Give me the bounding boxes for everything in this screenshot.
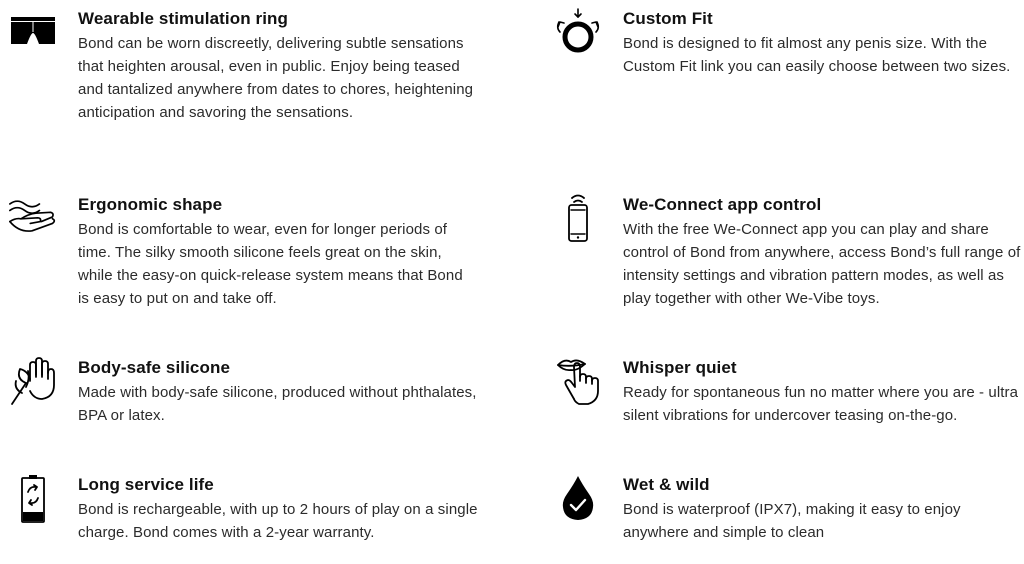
- feature-whisper-quiet: [623, 357, 1023, 427]
- feature-description: Ready for spontaneous fun no matter where you are - ultra silent vibrations for undercover teasing on-the-go.: [623, 384, 1019, 424]
- feature-title: Body-safe silicone: [78, 358, 231, 377]
- battery-recharge-icon: [8, 474, 58, 524]
- feature-description: Made with body-safe silicone, produced without phthalates, BPA or latex.: [78, 384, 477, 424]
- lips-finger-icon: [553, 357, 603, 407]
- feature-description: Bond is designed to fit almost any penis size. With the Custom Fit link you can easily choose between two sizes.: [623, 35, 1011, 75]
- feature-description: Bond is waterproof (IPX7), making it easy to enjoy anywhere and simple to clean: [623, 501, 961, 541]
- feature-wet-and-wild: [623, 474, 1023, 544]
- feature-wearable-ring: [78, 8, 478, 124]
- adjustable-ring-icon: [553, 8, 603, 58]
- feature-title: Whisper quiet: [623, 358, 737, 377]
- feature-description: Bond is rechargeable, with up to 2 hours of play on a single charge. Bond comes with a 2-year warranty.: [78, 501, 478, 541]
- feature-body-safe-silicone: [78, 357, 478, 427]
- feature-title: We-Connect app control: [623, 195, 822, 214]
- water-drop-check-icon: [553, 474, 603, 524]
- hand-wave-icon: [8, 194, 58, 244]
- feature-title: Ergonomic shape: [78, 195, 223, 214]
- feature-description: With the free We-Connect app you can play and share control of Bond from anywhere, access Bond’s full range of intensity settings and vibration pattern modes, as well as play together with other We-Vibe toys.: [623, 221, 1021, 307]
- smartphone-wireless-icon: [553, 194, 603, 244]
- underwear-icon: [8, 8, 58, 58]
- feature-title: Custom Fit: [623, 9, 713, 28]
- feature-ergonomic-shape: [78, 194, 478, 310]
- feature-custom-fit: [623, 8, 1023, 78]
- feature-title: Wet & wild: [623, 475, 710, 494]
- feature-description: Bond is comfortable to wear, even for longer periods of time. The silky smooth silicone feels great on the skin, while the easy-on quick-release system means that Bond is easy to put on and take off.: [78, 221, 463, 307]
- hand-feather-icon: [8, 357, 58, 407]
- feature-long-service-life: [78, 474, 478, 544]
- feature-we-connect-app: [623, 194, 1023, 310]
- feature-title: Long service life: [78, 475, 214, 494]
- feature-title: Wearable stimulation ring: [78, 9, 289, 28]
- feature-description: Bond can be worn discreetly, delivering subtle sensations that heighten arousal, even in public. Enjoy being teased and tantalized anywhere from dates to chores, heightening anticipation and savoring the sensations.: [78, 35, 474, 121]
